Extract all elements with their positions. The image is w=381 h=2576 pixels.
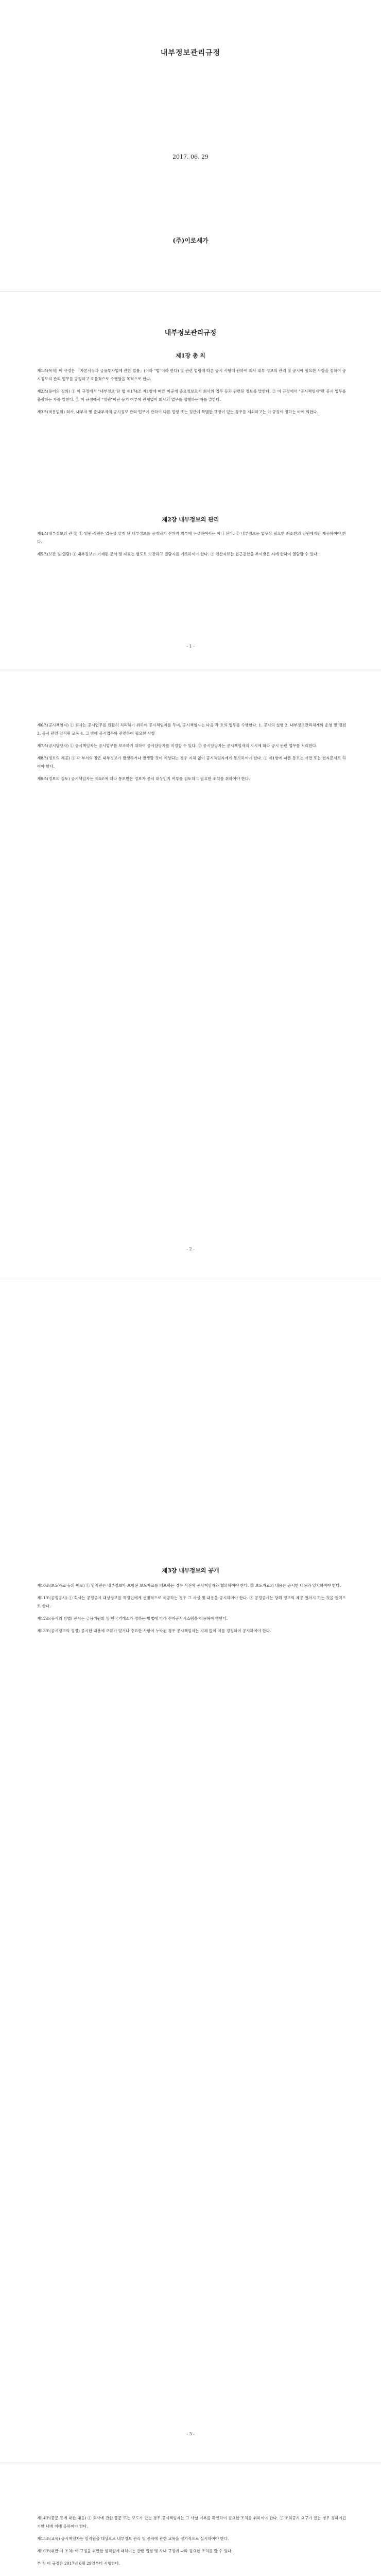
article-6: 제6조(공시책임자) ① 회사는 공시업무를 원활히 처리하기 위하여 공시책임자를 두며, 공시책임자는 다음 각 호의 업무를 수행한다. 1. 공시의 실행 2. 내부정보관리체계의 운영 및 점검 3. 공시 관련 임직원 교육 4. 그 밖에 공시업무와 관련하여 필요한 사항: [37, 723, 346, 736]
article-4: 제4조(내부정보의 관리) ① 임원·직원은 업무상 알게 된 내부정보를 공개되기 전까지 외부에 누설하여서는 아니 된다. ② 내부정보는 업무상 필요한 최소한의 인원에게만 제공하여야 한다.: [37, 531, 346, 544]
chapter-3-heading: 제3장 내부정보의 공개: [162, 1567, 219, 1574]
article-11: 제11조(공정공시) ① 회사는 공정공시 대상정보를 특정인에게 선별적으로 제공하는 경우 그 사실 및 내용을 공시하여야 한다. ② 공정공시는 당해 정보의 제공 전까지 하는 것을 원칙으로 한다.: [37, 1596, 346, 1608]
article-9: 제9조(정보의 검토) 공시책임자는 제8조에 따라 통보받은 정보가 공시 대상인지 여부를 검토하고 필요한 조치를 취하여야 한다.: [37, 776, 250, 781]
page-2-body: [37, 721, 346, 787]
article-15: 제15조(교육) 공시책임자는 임직원을 대상으로 내부정보 관리 및 공시에 관한 교육을 정기적으로 실시하여야 한다.: [37, 2536, 229, 2541]
cover-date: 2017. 06. 29: [172, 154, 209, 160]
page-4-body: [37, 2514, 346, 2572]
article-5: 제5조(보관 및 열람) ① 내부정보가 기재된 문서 및 자료는 별도로 보관하고 열람자를 기록하여야 한다. ② 전산자료는 접근권한을 부여받은 자에 한하여 열람할 수 있다.: [37, 552, 319, 556]
chapter-2-heading: 제2장 내부정보의 관리: [162, 516, 219, 523]
page-3-body: [37, 1582, 346, 1639]
article-12: 제12조(공시의 방법) 공시는 금융위원회 및 한국거래소가 정하는 방법에 따라 전자공시시스템을 이용하여 행한다.: [37, 1616, 228, 1621]
document-title: 내부정보관리규정: [164, 329, 217, 337]
page-footer-3: - 3 -: [186, 2432, 195, 2436]
page-1-body-2: [37, 530, 346, 563]
article-10: 제10조(보도자료 등의 배포) ① 임직원은 내부정보가 포함된 보도자료를 배포하는 경우 사전에 공시책임자와 협의하여야 한다. ② 보도자료의 내용은 공시한 내용과 일치하여야 한다.: [37, 1583, 341, 1588]
article-7: 제7조(공시담당자) ① 공시책임자는 공시업무를 보조하기 위하여 공시담당자를 지정할 수 있다. ② 공시담당자는 공시책임자의 지시에 따라 공시 관련 업무를 처리한다.: [37, 743, 318, 748]
page-1-body: [37, 367, 346, 420]
article-13: 제13조(공시정보의 정정) 공시한 내용에 오류가 있거나 중요한 사항이 누락된 경우 공시책임자는 지체 없이 이를 정정하여 공시하여야 한다.: [37, 1629, 271, 1633]
article-14: 제14조(풍문 등에 대한 대응) ① 회사에 관한 풍문 또는 보도가 있는 경우 공시책임자는 그 사실 여부를 확인하여 필요한 조치를 취하여야 한다. ② 조회공시 요구가 있는 경우 정하여진 기한 내에 이에 응하여야 한다.: [37, 2516, 346, 2529]
cover-page: [0, 0, 381, 289]
article-8: 제8조(정보의 제공) ① 각 부서의 장은 내부정보가 발생하거나 발생할 것이 예상되는 경우 지체 없이 공시책임자에게 통보하여야 한다. ② 제1항에 따른 통보는 서면 또는 전자문서로 하여야 한다.: [37, 756, 346, 769]
page-footer-2: - 2 -: [186, 1247, 195, 1251]
article-3: 제3조(적용범위) 회사, 내부자 및 준내부자의 공시정보 관리 업무에 관하여 다른 법령 또는 정관에 특별한 규정이 있는 경우를 제외하고는 이 규정이 정하는 바에 의한다.: [37, 410, 319, 414]
supplementary-provision: 부 칙 이 규정은 2017년 6월 29일부터 시행한다.: [37, 2561, 120, 2566]
page-divider: [0, 291, 381, 292]
page-footer-1: - 1 -: [186, 644, 195, 649]
article-1: 제1조(목적) 이 규정은 「자본시장과 금융투자업에 관한 법률」(이하 "법"이라 한다) 및 관련 법령에 따른 공시 사항에 관하여 회사 내부 정보의 관리 및 공시에 필요한 사항을 정하여 공시정보의 관리 업무를 공정하고 효율적으로 수행함을 목적으로 한다.: [37, 368, 346, 381]
chapter-1-heading: 제1장 총 칙: [176, 352, 205, 359]
cover-org: (주)이로세가: [172, 237, 209, 244]
article-16: 제16조(위반 시 조치) 이 규정을 위반한 임직원에 대하여는 관련 법령 및 사내 규정에 따라 필요한 조치를 할 수 있다.: [37, 2549, 233, 2553]
article-2: 제2조(용어의 정의) ① 이 규정에서 "내부정보"란 법 제174조 제1항에 따른 미공개 중요정보로서 회사의 업무 등과 관련된 정보를 말한다. ② 이 규정에서 "공시책임자"란 공시 업무를 총괄하는 자를 말한다. ③ 이 규정에서 "임원"이란 등기 여부에 관계없이 회사의 업무를 집행하는 자를 말한다.: [37, 389, 346, 402]
cover-title: 내부정보관리규정: [160, 49, 221, 57]
